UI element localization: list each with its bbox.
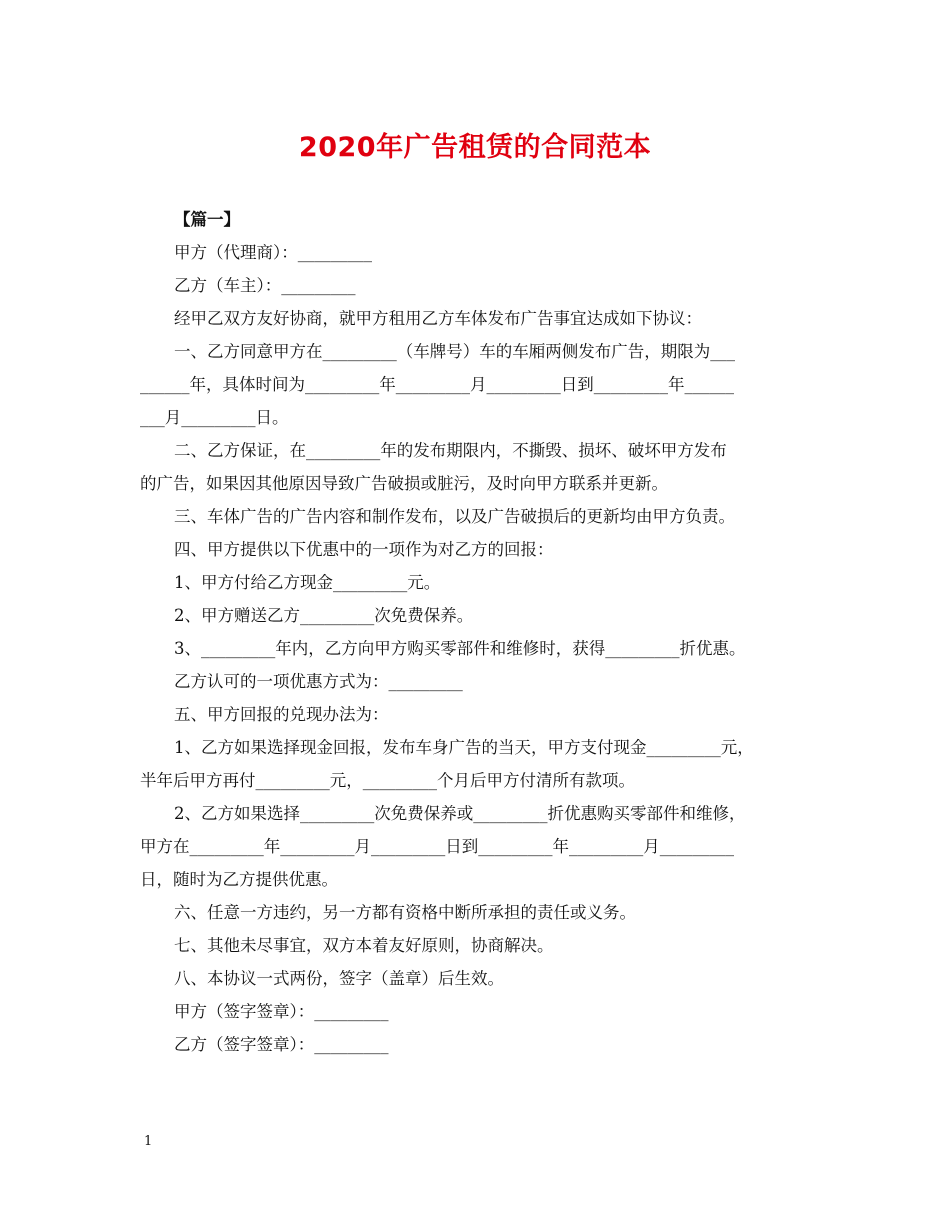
clause-4-option-line: 3、_________年内，乙方向甲方购买零部件和维修时，获得_________折优惠。 — [174, 639, 746, 658]
clause-4-line: 四、甲方提供以下优惠中的一项作为对乙方的回报： — [174, 540, 554, 559]
clause-5-option-line: 日，随时为乙方提供优惠。 — [140, 870, 338, 889]
document-body — [140, 203, 812, 1061]
clause-1-line: ___月_________日。 — [140, 408, 289, 427]
clause-7-line: 七、其他未尽事宜，双方本着友好原则，协商解决。 — [174, 936, 554, 955]
clause-2-line: 二、乙方保证，在_________年的发布期限内，不撕毁、损坏、破坏甲方发布 — [174, 441, 727, 460]
clause-5-option-line: 2、乙方如果选择_________次免费保养或_________折优惠购买零部件和维修， — [174, 804, 746, 823]
party-a-signature-line: 甲方（签字签章）：_________ — [174, 1002, 389, 1021]
clause-1-line: ______年，具体时间为_________年_________月_________日到_________年______ — [140, 375, 734, 394]
party-b-signature-line: 乙方（签字签章）：_________ — [174, 1035, 389, 1054]
clause-5-option-line: 1、乙方如果选择现金回报，发布车身广告的当天，甲方支付现金_________元， — [174, 738, 754, 757]
clause-4-option-line: 2、甲方赠送乙方_________次免费保养。 — [174, 606, 474, 625]
clause-3-line: 三、车体广告的广告内容和制作发布，以及广告破损后的更新均由甲方负责。 — [174, 507, 735, 526]
clause-8-line: 八、本协议一式两份，签字（盖章）后生效。 — [174, 969, 504, 988]
party-b-line: 乙方（车主）：_________ — [174, 276, 356, 295]
clause-5-option-line: 甲方在_________年_________月_________日到_________年_________月_________ — [140, 837, 734, 856]
clause-6-line: 六、任意一方违约，另一方都有资格中断所承担的责任或义务。 — [174, 903, 636, 922]
chosen-option-line: 乙方认可的一项优惠方式为：_________ — [174, 672, 463, 691]
clause-1-line: 一、乙方同意甲方在_________（车牌号）车的车厢两侧发布广告，期限为___ — [174, 342, 735, 361]
clause-5-option-line: 半年后甲方再付_________元，_________个月后甲方付清所有款项。 — [140, 771, 635, 790]
party-a-line: 甲方（代理商）：_________ — [174, 243, 372, 262]
page-number: 1 — [144, 1134, 153, 1149]
clause-4-option-line: 1、甲方付给乙方现金_________元。 — [174, 573, 441, 592]
preamble-line: 经甲乙双方友好协商，就甲方租用乙方车体发布广告事宜达成如下协议： — [174, 309, 702, 328]
section-heading: 【篇一】 — [174, 210, 240, 229]
clause-5-line: 五、甲方回报的兑现办法为： — [174, 705, 389, 724]
document-title: 2020年广告租赁的合同范本 — [298, 132, 652, 163]
clause-2-line: 的广告，如果因其他原因导致广告破损或脏污，及时向甲方联系并更新。 — [140, 474, 668, 493]
